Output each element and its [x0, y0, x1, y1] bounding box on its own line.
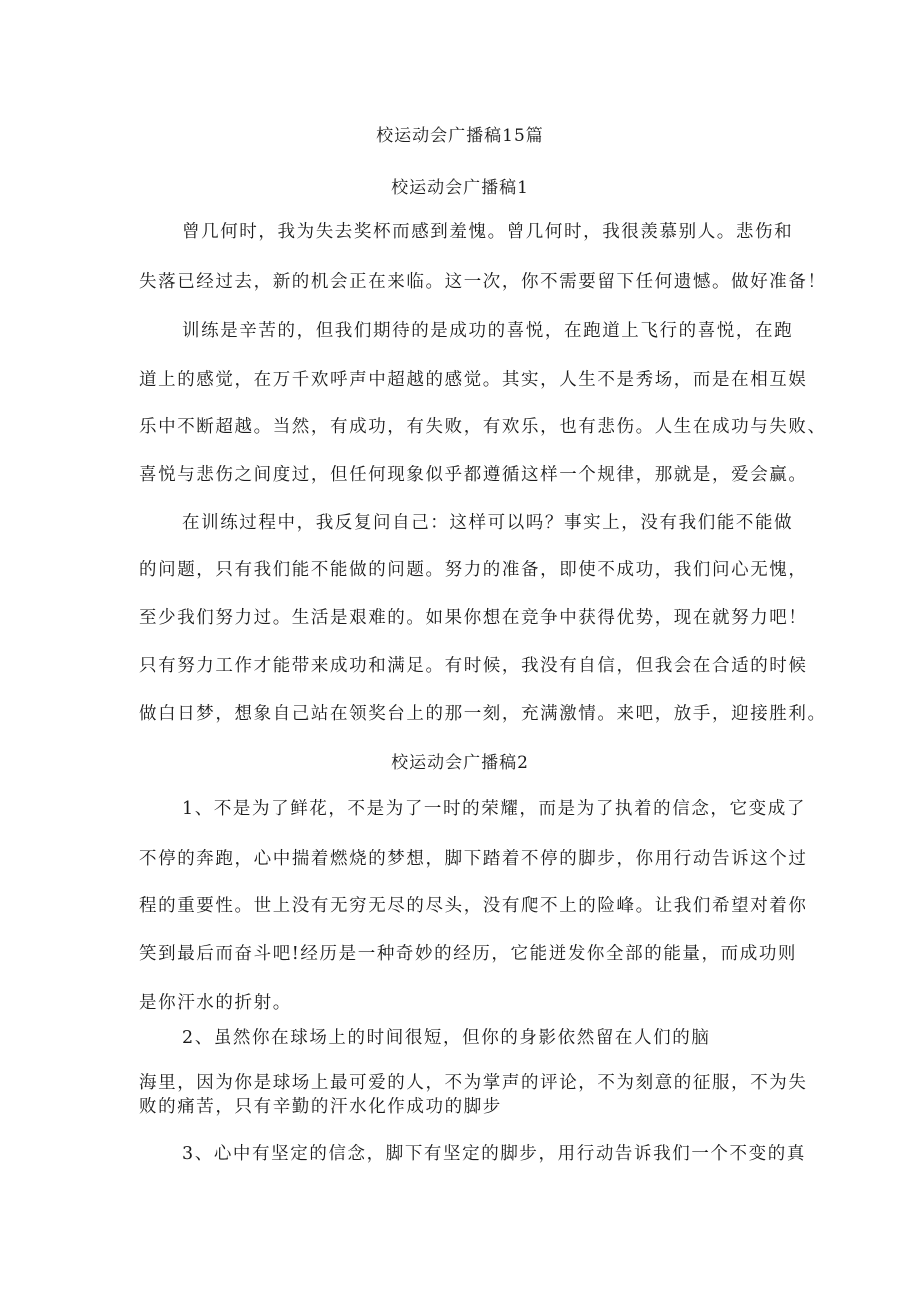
- paragraph-line: 程的重要性。世上没有无穷无尽的尽头，没有爬不上的险峰。让我们希望对着你: [139, 896, 808, 916]
- paragraph-line: 1、不是为了鲜花，不是为了一时的荣耀，而是为了执着的信念，它变成了: [182, 799, 806, 819]
- paragraph-line: 笑到最后而奋斗吧!经历是一种奇妙的经历，它能迸发你全部的能量，而成功则: [139, 944, 798, 964]
- paragraph-line: 道上的感觉，在万千欢呼声中超越的感觉。其实，人生不是秀场，而是在相互娱: [139, 370, 808, 390]
- paragraph-line: 败的痛苦，只有辛勤的汗水化作成功的脚步: [139, 1097, 502, 1117]
- paragraph-line: 是你汗水的折射。: [139, 993, 292, 1013]
- paragraph-line: 在训练过程中，我反复问自己：这样可以吗？事实上，没有我们能不能做: [182, 513, 794, 533]
- paragraph-line: 曾几何时，我为失去奖杯而感到羞愧。曾几何时，我很羡慕别人。悲伤和: [182, 222, 794, 242]
- section-heading-2: 校运动会广播稿2: [391, 753, 529, 773]
- paragraph-line: 至少我们努力过。生活是艰难的。如果你想在竞争中获得优势，现在就努力吧！: [139, 608, 808, 628]
- paragraph-line: 喜悦与悲伤之间度过，但任何现象似乎都遵循这样一个规律，那就是，爱会赢。: [139, 465, 808, 485]
- paragraph-line: 做白日梦，想象自己站在领奖台上的那一刻，充满激情。来吧，放手，迎接胜利。: [139, 704, 827, 724]
- paragraph-line: 3、心中有坚定的信念，脚下有坚定的脚步，用行动告诉我们一个不变的真: [182, 1144, 806, 1164]
- document-title: 校运动会广播稿15篇: [376, 126, 544, 146]
- paragraph-line: 乐中不断超越。当然，有成功，有失败，有欢乐，也有悲伤。人生在成功与失败、: [139, 417, 827, 437]
- paragraph-line: 训练是辛苦的，但我们期待的是成功的喜悦，在跑道上飞行的喜悦，在跑: [182, 321, 794, 341]
- paragraph-line: 2、虽然你在球场上的时间很短，但你的身影依然留在人们的脑: [182, 1028, 711, 1048]
- section-heading-1: 校运动会广播稿1: [391, 178, 529, 198]
- paragraph-line: 只有努力工作才能带来成功和满足。有时候，我没有自信，但我会在合适的时候: [139, 656, 808, 676]
- paragraph-line: 海里，因为你是球场上最可爱的人，不为掌声的评论，不为刻意的征服，不为失: [139, 1073, 808, 1093]
- paragraph-line: 的问题，只有我们能不能做的问题。努力的准备，即使不成功，我们问心无愧，: [139, 560, 808, 580]
- paragraph-line: 失落已经过去，新的机会正在来临。这一次，你不需要留下任何遗憾。做好准备！: [139, 272, 827, 292]
- paragraph-line: 不停的奔跑，心中揣着燃烧的梦想，脚下踏着不停的脚步，你用行动告诉这个过: [139, 849, 808, 869]
